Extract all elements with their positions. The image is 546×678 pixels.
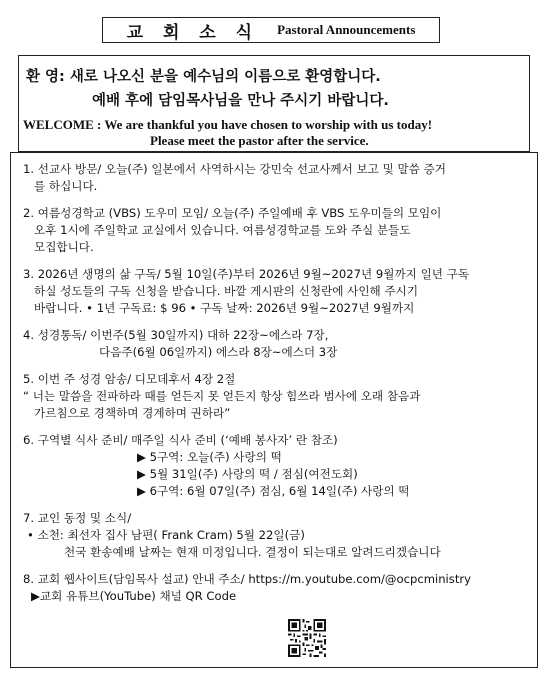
item-6-line-2: ▶ 5구역: 오늘(주) 사랑의 떡 [137,450,282,464]
welcome-korean-line-2: 예배 후에 담임목사님을 만나 주시기 바랍니다. [92,93,389,109]
item-3-line-3: 바랍니다. • 1년 구독료: $ 96 • 구독 날짜: 2026년 9월~2027년 9월까지 [34,301,415,315]
item-6-line-4: ▶ 6구역: 6월 07일(주) 점심, 6월 14일(주) 사랑의 떡 [137,484,410,498]
item-7-line-1: 7. 교인 동정 및 소식/ [23,511,132,525]
item-2-line-1: 2. 여름성경학교 (VBS) 도우미 모임/ 오늘(주) 주일예배 후 VBS 도우미들의 모임이 [23,206,442,220]
welcome-english-line-2: Please meet the pastor after the service. [150,133,369,148]
welcome-box [18,55,530,152]
item-7-line-2: • 소천: 최선자 집사 남편( Frank Cram) 5월 22일(금) [27,528,305,542]
item-8-line-1: 8. 교회 웹사이트(담임목사 설교) 안내 주소/ https://m.youtube.com/@ocpcministry [23,572,471,586]
item-4-line-2: 다음주(6월 06일까지) 에스라 8장~에스더 3장 [99,345,338,359]
item-4-line-1: 4. 성경통독/ 이번주(5월 30일까지) 대하 22장~에스라 7장, [23,328,329,342]
announcement-list [10,152,538,668]
qr-code-icon[interactable] [288,619,326,657]
item-7-line-3: 천국 환송예배 날짜는 현재 미정입니다. 결정이 되는대로 알려드리겠습니다 [64,545,441,559]
welcome-english-line-1: WELCOME : We are thankful you have chosen to worship with us today! [23,117,433,132]
welcome-korean-line-1: 환 영: 새로 나오신 분을 예수님의 이름으로 환영합니다. [26,69,381,85]
item-8-line-2: ▶교회 유튜브(YouTube) 채널 QR Code [31,589,237,603]
item-1-line-2: 를 하십니다. [34,179,98,193]
item-5-line-1: 5. 이번 주 성경 암송/ 디모데후서 4장 2절 [23,372,236,386]
item-6-line-1: 6. 구역별 식사 준비/ 매주일 식사 준비 (‘예배 봉사자’ 란 참조) [23,433,338,447]
title-english: Pastoral Announcements [277,22,416,37]
title-korean: 교 회 소 식 [126,22,260,43]
item-2-line-3: 모집합니다. [34,240,94,254]
announcements-title-box [102,17,440,43]
item-1-line-1: 1. 선교사 방문/ 오늘(주) 일본에서 사역하시는 강민숙 선교사께서 보고 및 말씀 증거 [23,162,446,176]
item-3-line-2: 하실 성도들의 구독 신청을 받습니다. 바깥 게시판의 신청란에 사인해 주시기 [34,284,419,298]
item-6-line-3: ▶ 5월 31일(주) 사랑의 떡 / 점심(여전도회) [137,467,358,481]
item-2-line-2: 오후 1시에 주일학교 교실에서 있습니다. 여름성경학교를 도와 주실 분들도 [34,223,411,237]
item-5-line-2: “ 너는 말씀을 전파하라 때를 얻든지 못 얻든지 항상 힘쓰라 범사에 오래 참음과 [23,389,421,403]
item-3-line-1: 3. 2026년 생명의 삶 구독/ 5월 10일(주)부터 2026년 9월~2027년 9월까지 일년 구독 [23,267,470,281]
item-5-line-3: 가르침으로 경책하며 경계하며 권하라” [34,406,231,420]
